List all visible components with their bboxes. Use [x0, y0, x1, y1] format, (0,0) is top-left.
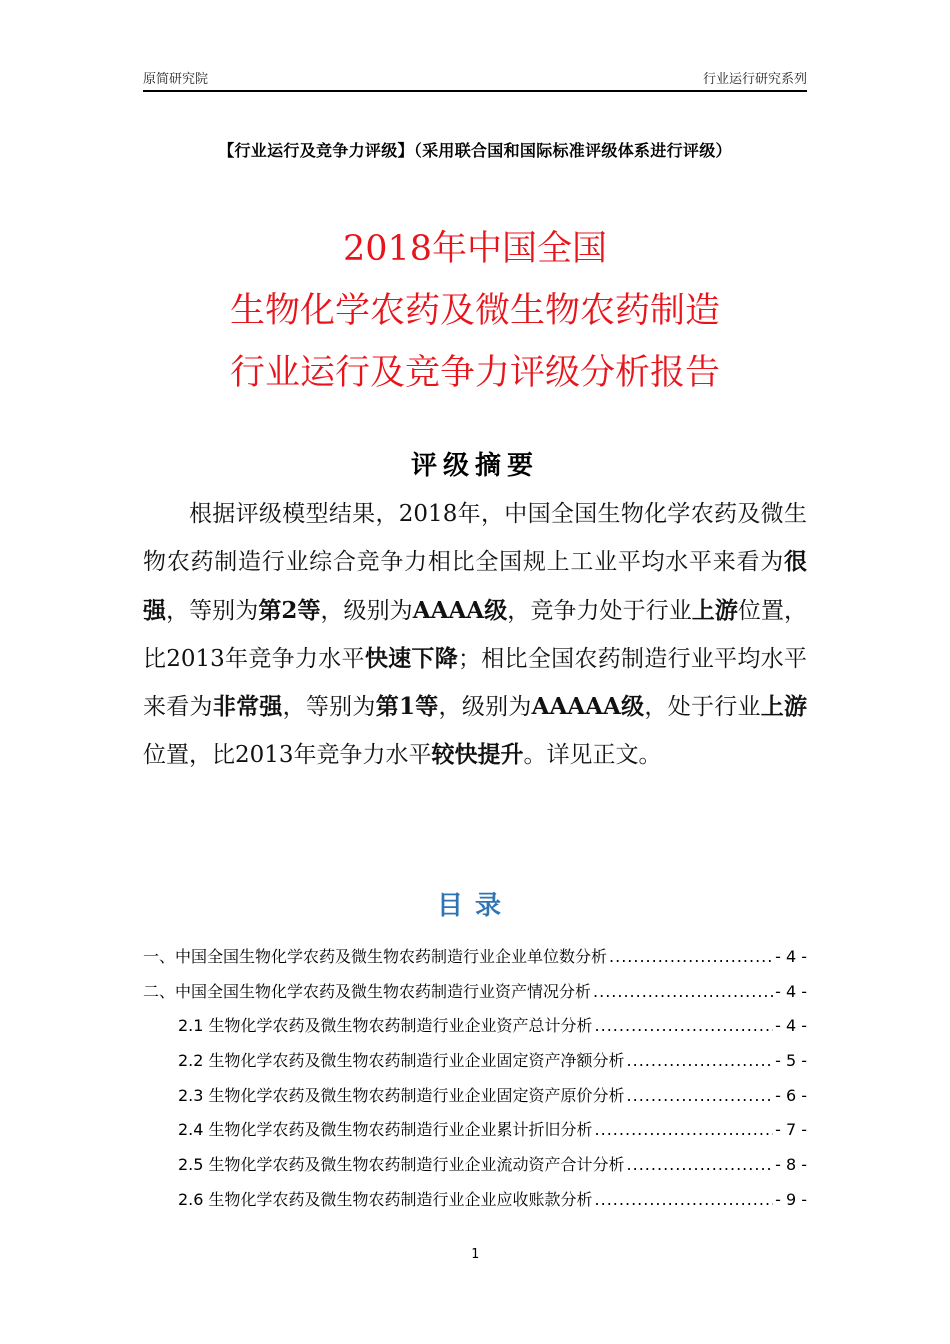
- toc-item-label: 2.6 生物化学农药及微生物农药制造行业企业应收账款分析: [178, 1189, 593, 1209]
- summary-body: [143, 490, 807, 780]
- title-line-3: 行业运行及竞争力评级分析报告: [229, 353, 720, 393]
- summary-text: ，等别为: [282, 694, 376, 721]
- toc-item-page: - 9 -: [775, 1189, 807, 1209]
- summary-emphasis: 上游: [760, 693, 808, 721]
- toc-leader-dots: [609, 940, 773, 975]
- toc-item-label: 2.3 生物化学农药及微生物农药制造行业企业固定资产原价分析: [178, 1085, 625, 1105]
- toc-leader-dots: [595, 1183, 774, 1218]
- report-title: [130, 218, 820, 404]
- toc-item[interactable]: [143, 1079, 807, 1114]
- toc-item-label: 2.1 生物化学农药及微生物农药制造行业企业资产总计分析: [178, 1016, 593, 1036]
- summary-emphasis: 第2等: [258, 596, 321, 624]
- summary-text: 。详见正文。: [523, 742, 662, 769]
- summary-paragraph: [143, 490, 807, 780]
- summary-emphasis: 很强: [143, 548, 807, 624]
- toc-item[interactable]: [143, 1148, 807, 1183]
- summary-text: 位置，比2013年竞争力水平: [143, 597, 808, 672]
- summary-text: ，处于行业: [644, 694, 761, 721]
- toc-item-page: - 7 -: [775, 1120, 807, 1140]
- summary-emphasis: 非常强: [212, 693, 283, 721]
- summary-emphasis: 较快提升: [431, 741, 524, 769]
- summary-emphasis: 上游: [691, 596, 738, 624]
- toc-item-label: 二、中国全国生物化学农药及微生物农药制造行业资产情况分析: [143, 981, 592, 1001]
- summary-text: 位置，比2013年竞争力水平: [143, 742, 432, 769]
- toc-item-label: 一、中国全国生物化学农药及微生物农药制造行业企业单位数分析: [143, 947, 608, 966]
- summary-text: ，级别为: [320, 597, 413, 624]
- toc-item[interactable]: [143, 975, 807, 1010]
- toc-item-label: 2.2 生物化学农药及微生物农药制造行业企业固定资产净额分析: [178, 1051, 625, 1071]
- summary-text: 根据评级模型结果，2018年，中国全国生物化学农药及微生物农药制造行业综合竞争力相比全国规上工业平均水平来看为: [143, 501, 807, 576]
- toc-heading: 目录: [436, 891, 513, 921]
- toc-leader-dots: [593, 975, 773, 1010]
- toc-item[interactable]: [143, 940, 807, 975]
- toc-item[interactable]: [143, 1009, 807, 1044]
- toc-item-page: - 6 -: [775, 1085, 807, 1105]
- toc-item[interactable]: [143, 1044, 807, 1079]
- title-line-1: 2018年中国全国: [342, 229, 608, 269]
- toc-item-page: - 4 -: [775, 1016, 807, 1036]
- table-of-contents: [143, 940, 807, 1218]
- toc-item[interactable]: [143, 1113, 807, 1148]
- toc-item-page: - 5 -: [775, 1051, 807, 1071]
- summary-emphasis: 第1等: [375, 693, 439, 721]
- toc-leader-dots: [627, 1079, 774, 1114]
- header-organization: 原简研究院: [143, 72, 209, 87]
- title-line-2: 生物化学农药及微生物农药制造: [229, 291, 720, 331]
- summary-emphasis: AAAAA级: [531, 693, 645, 721]
- page-number: 1: [471, 1247, 479, 1262]
- toc-item-label: 2.5 生物化学农药及微生物农药制造行业企业流动资产合计分析: [178, 1155, 625, 1175]
- rating-note: 【行业运行及竞争力评级】（采用联合国和国际标准评级体系进行评级）: [218, 141, 732, 160]
- summary-heading: 评级摘要: [410, 451, 539, 481]
- summary-text: ，竞争力处于行业: [507, 597, 692, 624]
- toc-item-label: 2.4 生物化学农药及微生物农药制造行业企业累计折旧分析: [178, 1120, 593, 1140]
- header-series: 行业运行研究系列: [702, 72, 807, 87]
- summary-text: ，等别为: [166, 597, 259, 624]
- toc-leader-dots: [627, 1044, 774, 1079]
- summary-text: ，级别为: [438, 694, 532, 721]
- summary-emphasis: 快速下降: [364, 644, 458, 672]
- page-header: [143, 66, 807, 92]
- toc-item-page: - 4 -: [775, 981, 807, 1001]
- toc-leader-dots: [595, 1113, 774, 1148]
- summary-text: ；相比全国农药制造行业平均水平来看为: [143, 645, 807, 721]
- toc-item-page: - 8 -: [775, 1155, 807, 1175]
- summary-emphasis: AAAA级: [412, 596, 508, 624]
- toc-leader-dots: [627, 1148, 774, 1183]
- toc-item[interactable]: [143, 1183, 807, 1218]
- toc-item-page: - 4 -: [775, 947, 807, 966]
- toc-leader-dots: [595, 1009, 774, 1044]
